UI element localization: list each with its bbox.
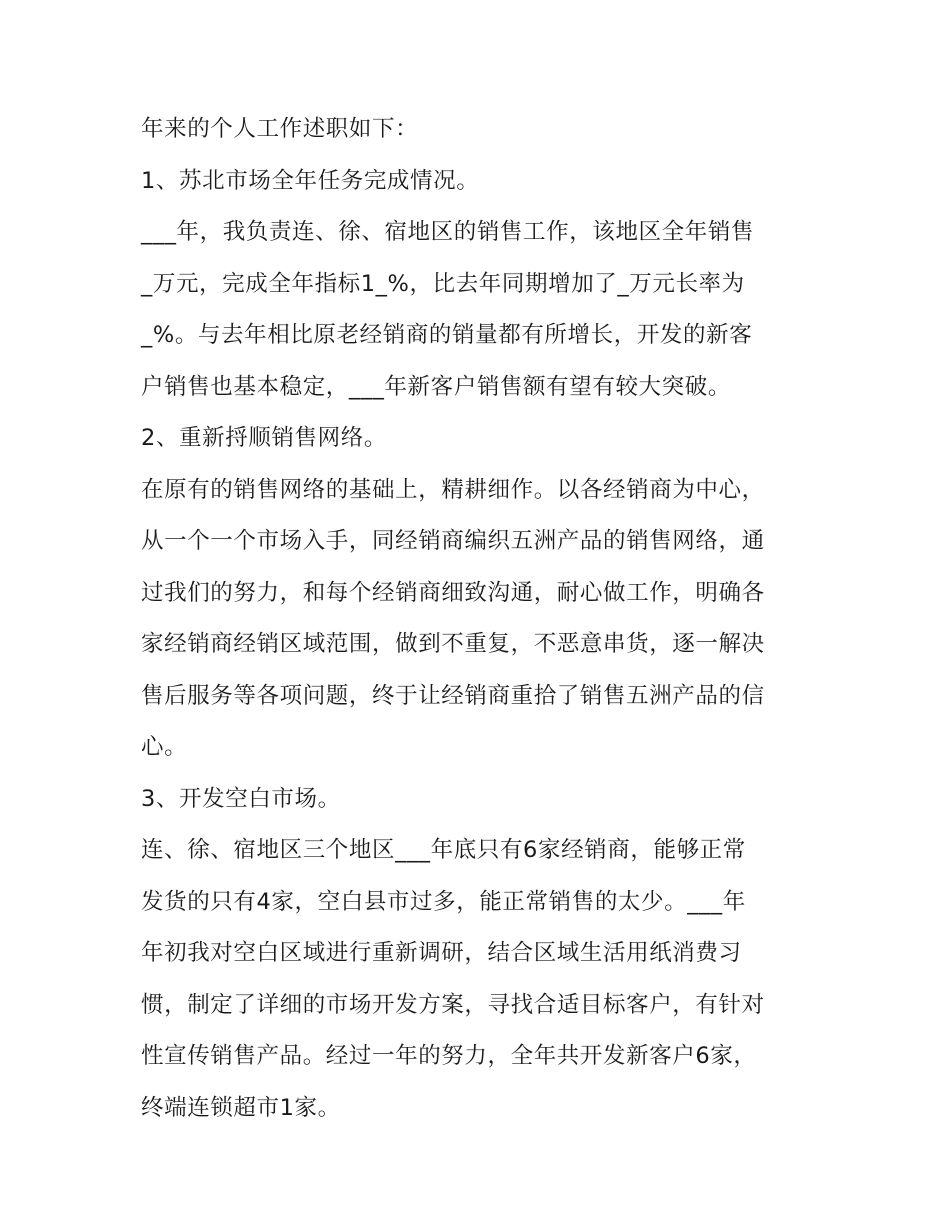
section-heading: 1、苏北市场全年任务完成情况。	[141, 167, 480, 194]
text-line: 年来的个人工作述职如下：	[141, 116, 419, 142]
text-line: 心。	[141, 734, 188, 760]
text-line: _%。与去年相比原老经销商的销量都有所增长，开发的新客	[141, 322, 753, 348]
text-line: 发货的只有4家，空白县市过多，能正常销售的太少。___年	[141, 888, 746, 915]
text-line: 从一个一个市场入手，同经销商编织五洲产品的销售网络，通	[141, 528, 765, 554]
text-line: 年初我对空白区域进行重新调研，结合区域生活用纸消费习	[141, 940, 742, 966]
text-line: ___年，我负责连、徐、宿地区的销售工作，该地区全年销售	[141, 219, 755, 245]
text-line: 终端连锁超市1家。	[141, 1094, 341, 1121]
text-line: 家经销商经销区域范围，做到不重复，不恶意串货，逐一解决	[141, 631, 765, 657]
section-heading: 2、重新捋顺销售网络。	[141, 425, 387, 451]
section-heading: 3、开发空白市场。	[141, 785, 341, 812]
text-line: 户销售也基本稳定，___年新客户销售额有望有较大突破。	[141, 373, 731, 400]
text-line: 连、徐、宿地区三个地区___年底只有6家经销商，能够正常	[141, 837, 746, 863]
text-line: 性宣传销售产品。经过一年的努力，全年共开发新客户6家，	[141, 1043, 757, 1069]
text-line: 售后服务等各项问题，终于让经销商重拾了销售五洲产品的信	[141, 682, 765, 709]
document-body	[141, 104, 821, 1134]
text-line: 在原有的销售网络的基础上，精耕细作。以各经销商为中心，	[141, 476, 765, 503]
text-line: 惯，制定了详细的市场开发方案，寻找合适目标客户，有针对	[141, 991, 765, 1018]
text-line: _万元，完成全年指标1_%，比去年同期增加了_万元长率为	[141, 270, 745, 297]
text-line: 过我们的努力，和每个经销商细致沟通，耐心做工作，明确各	[141, 579, 765, 606]
